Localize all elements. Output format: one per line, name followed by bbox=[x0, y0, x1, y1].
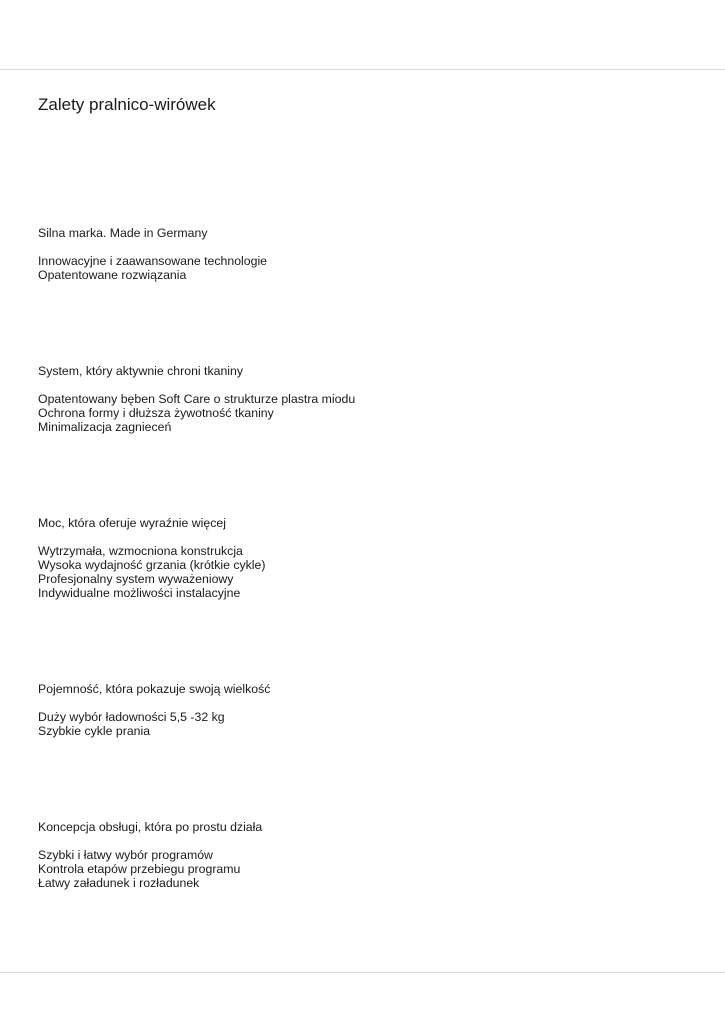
feature-list bbox=[38, 254, 267, 282]
feature-item: Duży wybór ładowności 5,5 -32 kg bbox=[38, 709, 225, 724]
feature-item: Wysoka wydajność grzania (krótkie cykle) bbox=[38, 557, 266, 572]
section-heading: System, który aktywnie chroni tkaniny bbox=[38, 364, 244, 378]
section-heading: Koncepcja obsługi, która po prostu działa bbox=[38, 820, 263, 834]
feature-item: Łatwy załadunek i rozładunek bbox=[38, 875, 200, 890]
feature-item: Profesjonalny system wyważeniowy bbox=[38, 571, 234, 586]
feature-list bbox=[38, 544, 265, 600]
feature-list bbox=[38, 848, 262, 890]
bottom-divider bbox=[0, 972, 725, 973]
section-brand bbox=[38, 226, 267, 282]
section-fabric-care bbox=[38, 364, 355, 434]
top-divider bbox=[0, 69, 725, 70]
page-title: Zalety pralnico-wirówek bbox=[38, 95, 216, 114]
section-operation bbox=[38, 820, 262, 890]
feature-item: Innowacyjne i zaawansowane technologie bbox=[38, 253, 268, 268]
section-power bbox=[38, 516, 265, 600]
section-capacity bbox=[38, 682, 270, 738]
feature-item: Kontrola etapów przebiegu programu bbox=[38, 861, 241, 876]
feature-item: Szybkie cykle prania bbox=[38, 723, 151, 738]
feature-item: Opatentowany bęben Soft Care o strukturze plastra miodu bbox=[38, 391, 356, 406]
feature-item: Opatentowane rozwiązania bbox=[38, 267, 187, 282]
feature-item: Indywidualne możliwości instalacyjne bbox=[38, 585, 241, 600]
section-heading: Moc, która oferuje wyraźnie więcej bbox=[38, 516, 226, 530]
section-heading: Silna marka. Made in Germany bbox=[38, 226, 208, 240]
feature-item: Szybki i łatwy wybór programów bbox=[38, 847, 213, 862]
feature-item: Wytrzymała, wzmocniona konstrukcja bbox=[38, 543, 243, 558]
section-heading: Pojemność, która pokazuje swoją wielkość bbox=[38, 682, 271, 696]
feature-item: Minimalizacja zagnieceń bbox=[38, 419, 172, 434]
feature-list bbox=[38, 392, 355, 434]
feature-list bbox=[38, 710, 270, 738]
feature-item: Ochrona formy i dłuższa żywotność tkaniny bbox=[38, 405, 274, 420]
